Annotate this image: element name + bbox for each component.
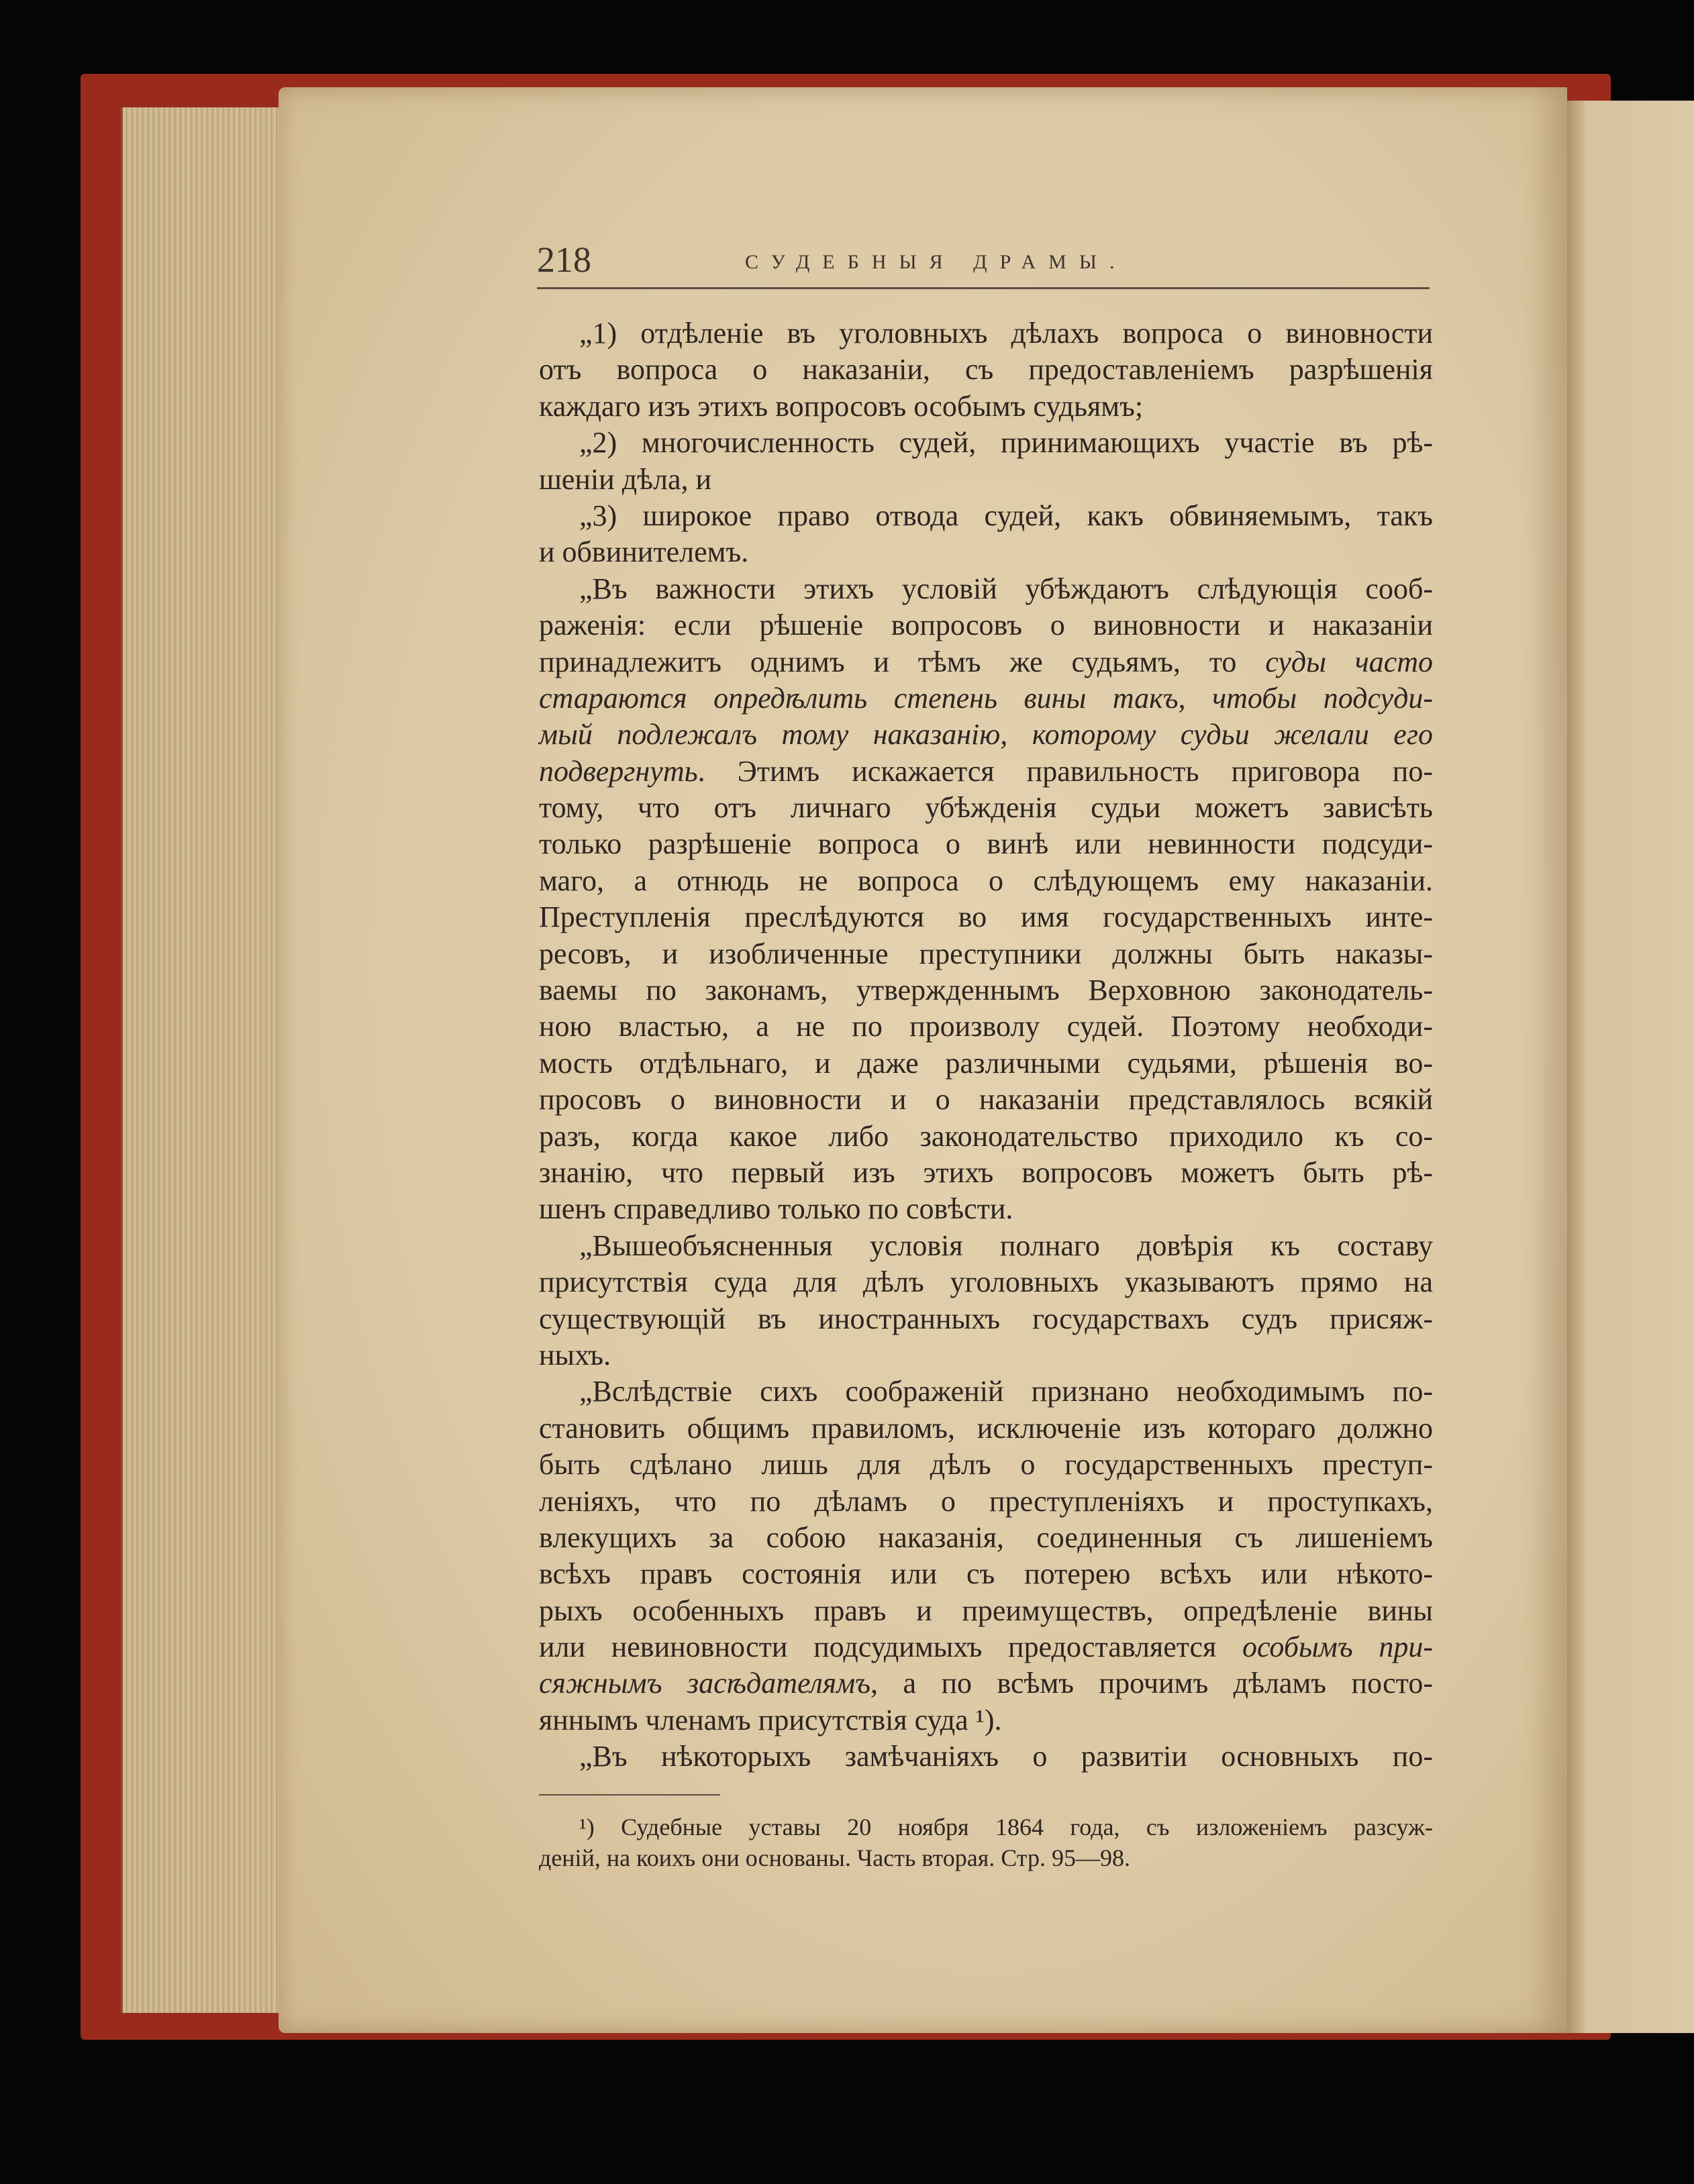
text-line (539, 1008, 1433, 1045)
text-line (539, 1629, 1433, 1665)
line-text: существующій въ иностранныхъ государствахъ судъ присяж- (539, 1302, 1433, 1335)
line-text: влекущихъ за собою наказанія, соединенныя съ лишеніемъ (539, 1520, 1433, 1554)
text-line (539, 1082, 1433, 1118)
line-text: маго, а отнюдь не вопроса о слѣдующемъ ему наказаніи. (539, 864, 1433, 897)
line-text: рыхъ особенныхъ правъ и преимуществъ, опредѣленіе вины (539, 1594, 1433, 1627)
text-line (539, 1191, 1433, 1227)
line-text: ныхъ. (539, 1338, 611, 1371)
line-text: „Вслѣдствіе сихъ соображеній признано необходимымъ по- (579, 1375, 1433, 1408)
line-text: шеніи дѣла, и (539, 462, 712, 496)
text-line (539, 717, 1433, 753)
facing-page-edge (1564, 101, 1694, 2033)
text-line (539, 826, 1433, 862)
line-text: „Вышеобъясненныя условія полнаго довѣрія къ составу (579, 1229, 1433, 1262)
line-text: „3) широкое право отвода судей, какъ обвиняемымъ, такъ (579, 499, 1433, 532)
line-text: яннымъ членамъ присутствія суда ¹). (539, 1703, 1002, 1736)
line-text: „Въ важности этихъ условій убѣждаютъ слѣдующія сооб- (579, 572, 1433, 605)
emphasis-text: сяжнымъ засѣдателямъ (539, 1667, 870, 1700)
page-header (537, 240, 1430, 287)
text-line (539, 1045, 1433, 1082)
emphasis-text: особымъ при- (1242, 1630, 1434, 1664)
line-text: и обвинителемъ. (539, 535, 749, 569)
line-text: мость отдѣльнаго, и даже различными судьями, рѣшенія во- (539, 1046, 1433, 1080)
text-line (539, 1301, 1433, 1337)
line-text: быть сдѣлано лишь для дѣлъ о государственныхъ преступ- (539, 1448, 1433, 1481)
text-line (539, 644, 1433, 680)
text-line (539, 1593, 1433, 1629)
line-text: принадлежитъ однимъ и тѣмъ же судьямъ, то (539, 645, 1266, 678)
text-line (539, 1665, 1433, 1702)
text-line (539, 1337, 1433, 1373)
text-line (539, 498, 1433, 534)
line-text: . Этимъ искажается правильность приговора по- (697, 754, 1433, 788)
text-line (539, 1119, 1433, 1155)
line-text: Преступленія преслѣдуются во имя государственныхъ инте- (539, 900, 1433, 934)
line-text: ваемы по законамъ, утвержденнымъ Верховною законодатель- (539, 974, 1433, 1007)
line-text: леніяхъ, что по дѣламъ о преступленіяхъ и проступкахъ, (539, 1484, 1433, 1518)
text-line (539, 753, 1433, 790)
footnote-line: деній, на коихъ они основаны. Часть вторая. Стр. 95—98. (539, 1844, 1130, 1871)
line-text: присутствія суда для дѣлъ уголовныхъ указываютъ прямо на (539, 1265, 1433, 1299)
text-line (539, 1228, 1433, 1264)
line-text: разъ, когда какое либо законодательство приходило къ со- (539, 1119, 1433, 1153)
line-text: „1) отдѣленіе въ уголовныхъ дѣлахъ вопроса о виновности (579, 317, 1433, 350)
line-text: становить общимъ правиломъ, исключеніе изъ котораго должно (539, 1411, 1433, 1445)
text-line (539, 936, 1433, 972)
line-text: или невиновности подсудимыхъ предоставляется (539, 1630, 1242, 1664)
text-line (539, 972, 1433, 1008)
text-line (539, 315, 1433, 352)
line-text: всѣхъ правъ состоянія или съ потерею всѣхъ или нѣкото- (539, 1557, 1433, 1591)
line-text: тому, что отъ личнаго убѣжденія судьи можетъ зависѣть (539, 791, 1433, 825)
footnote-line: ¹) Судебные уставы 20 ноября 1864 года, съ изложеніемъ разсуж- (579, 1814, 1433, 1840)
emphasis-text: мый подлежалъ тому наказанію, которому судьи желали его (539, 718, 1433, 751)
text-line (539, 1520, 1433, 1556)
emphasis-text: стараются опредѣлить степень вины такъ, чтобы подсуди- (539, 681, 1433, 715)
text-line (539, 1702, 1433, 1738)
line-text: , а по всѣмъ прочимъ дѣламъ посто- (870, 1667, 1433, 1700)
text-line (539, 534, 1433, 570)
line-text: шенъ справедливо только по совѣсти. (539, 1192, 1013, 1226)
text-line (539, 388, 1433, 425)
line-text: „Въ нѣкоторыхъ замѣчаніяхъ о развитіи основныхъ по- (579, 1740, 1433, 1773)
text-line (539, 1410, 1433, 1447)
line-text: ресовъ, и изобличенные преступники должны быть наказы- (539, 937, 1433, 970)
line-text: только разрѣшеніе вопроса о винѣ или невинности подсуди- (539, 827, 1433, 861)
page-number: 218 (537, 240, 591, 280)
line-text: ною властью, а не по произволу судей. Поэтому необходи- (539, 1010, 1433, 1043)
body-text (539, 315, 1433, 1775)
text-line (539, 1447, 1433, 1483)
text-line (539, 607, 1433, 643)
text-line (539, 352, 1433, 388)
text-line (539, 899, 1433, 935)
text-line (539, 1264, 1433, 1300)
line-text: знанію, что первый изъ этихъ вопросовъ можетъ быть рѣ- (539, 1155, 1433, 1189)
line-text: просовъ о виновности и о наказаніи представлялось всякій (539, 1083, 1433, 1116)
emphasis-text: подвергнуть (539, 754, 698, 788)
line-text: отъ вопроса о наказаніи, съ предоставленіемъ разрѣшенія (539, 353, 1433, 386)
text-line (539, 1373, 1433, 1410)
line-text: раженія: если рѣшеніе вопросовъ о виновности и наказаніи (539, 609, 1433, 642)
text-line (539, 680, 1433, 717)
text-line (539, 571, 1433, 607)
text-line (539, 425, 1433, 461)
emphasis-text: суды часто (1265, 645, 1433, 678)
text-line (539, 462, 1433, 498)
text-line (539, 863, 1433, 899)
text-line (539, 1484, 1433, 1520)
line-text: „2) многочисленность судей, принимающихъ участіе въ рѣ- (579, 426, 1433, 460)
footnote-rule (539, 1794, 720, 1796)
text-line (539, 790, 1433, 826)
line-text: каждаго изъ этихъ вопросовъ особымъ судьямъ; (539, 389, 1144, 423)
footnote (539, 1812, 1433, 1873)
text-line (539, 1155, 1433, 1191)
text-line (539, 1556, 1433, 1592)
header-rule (537, 287, 1430, 289)
running-head: СУДЕБНЫЯ ДРАМЫ. (745, 251, 1128, 273)
text-line (539, 1738, 1433, 1775)
